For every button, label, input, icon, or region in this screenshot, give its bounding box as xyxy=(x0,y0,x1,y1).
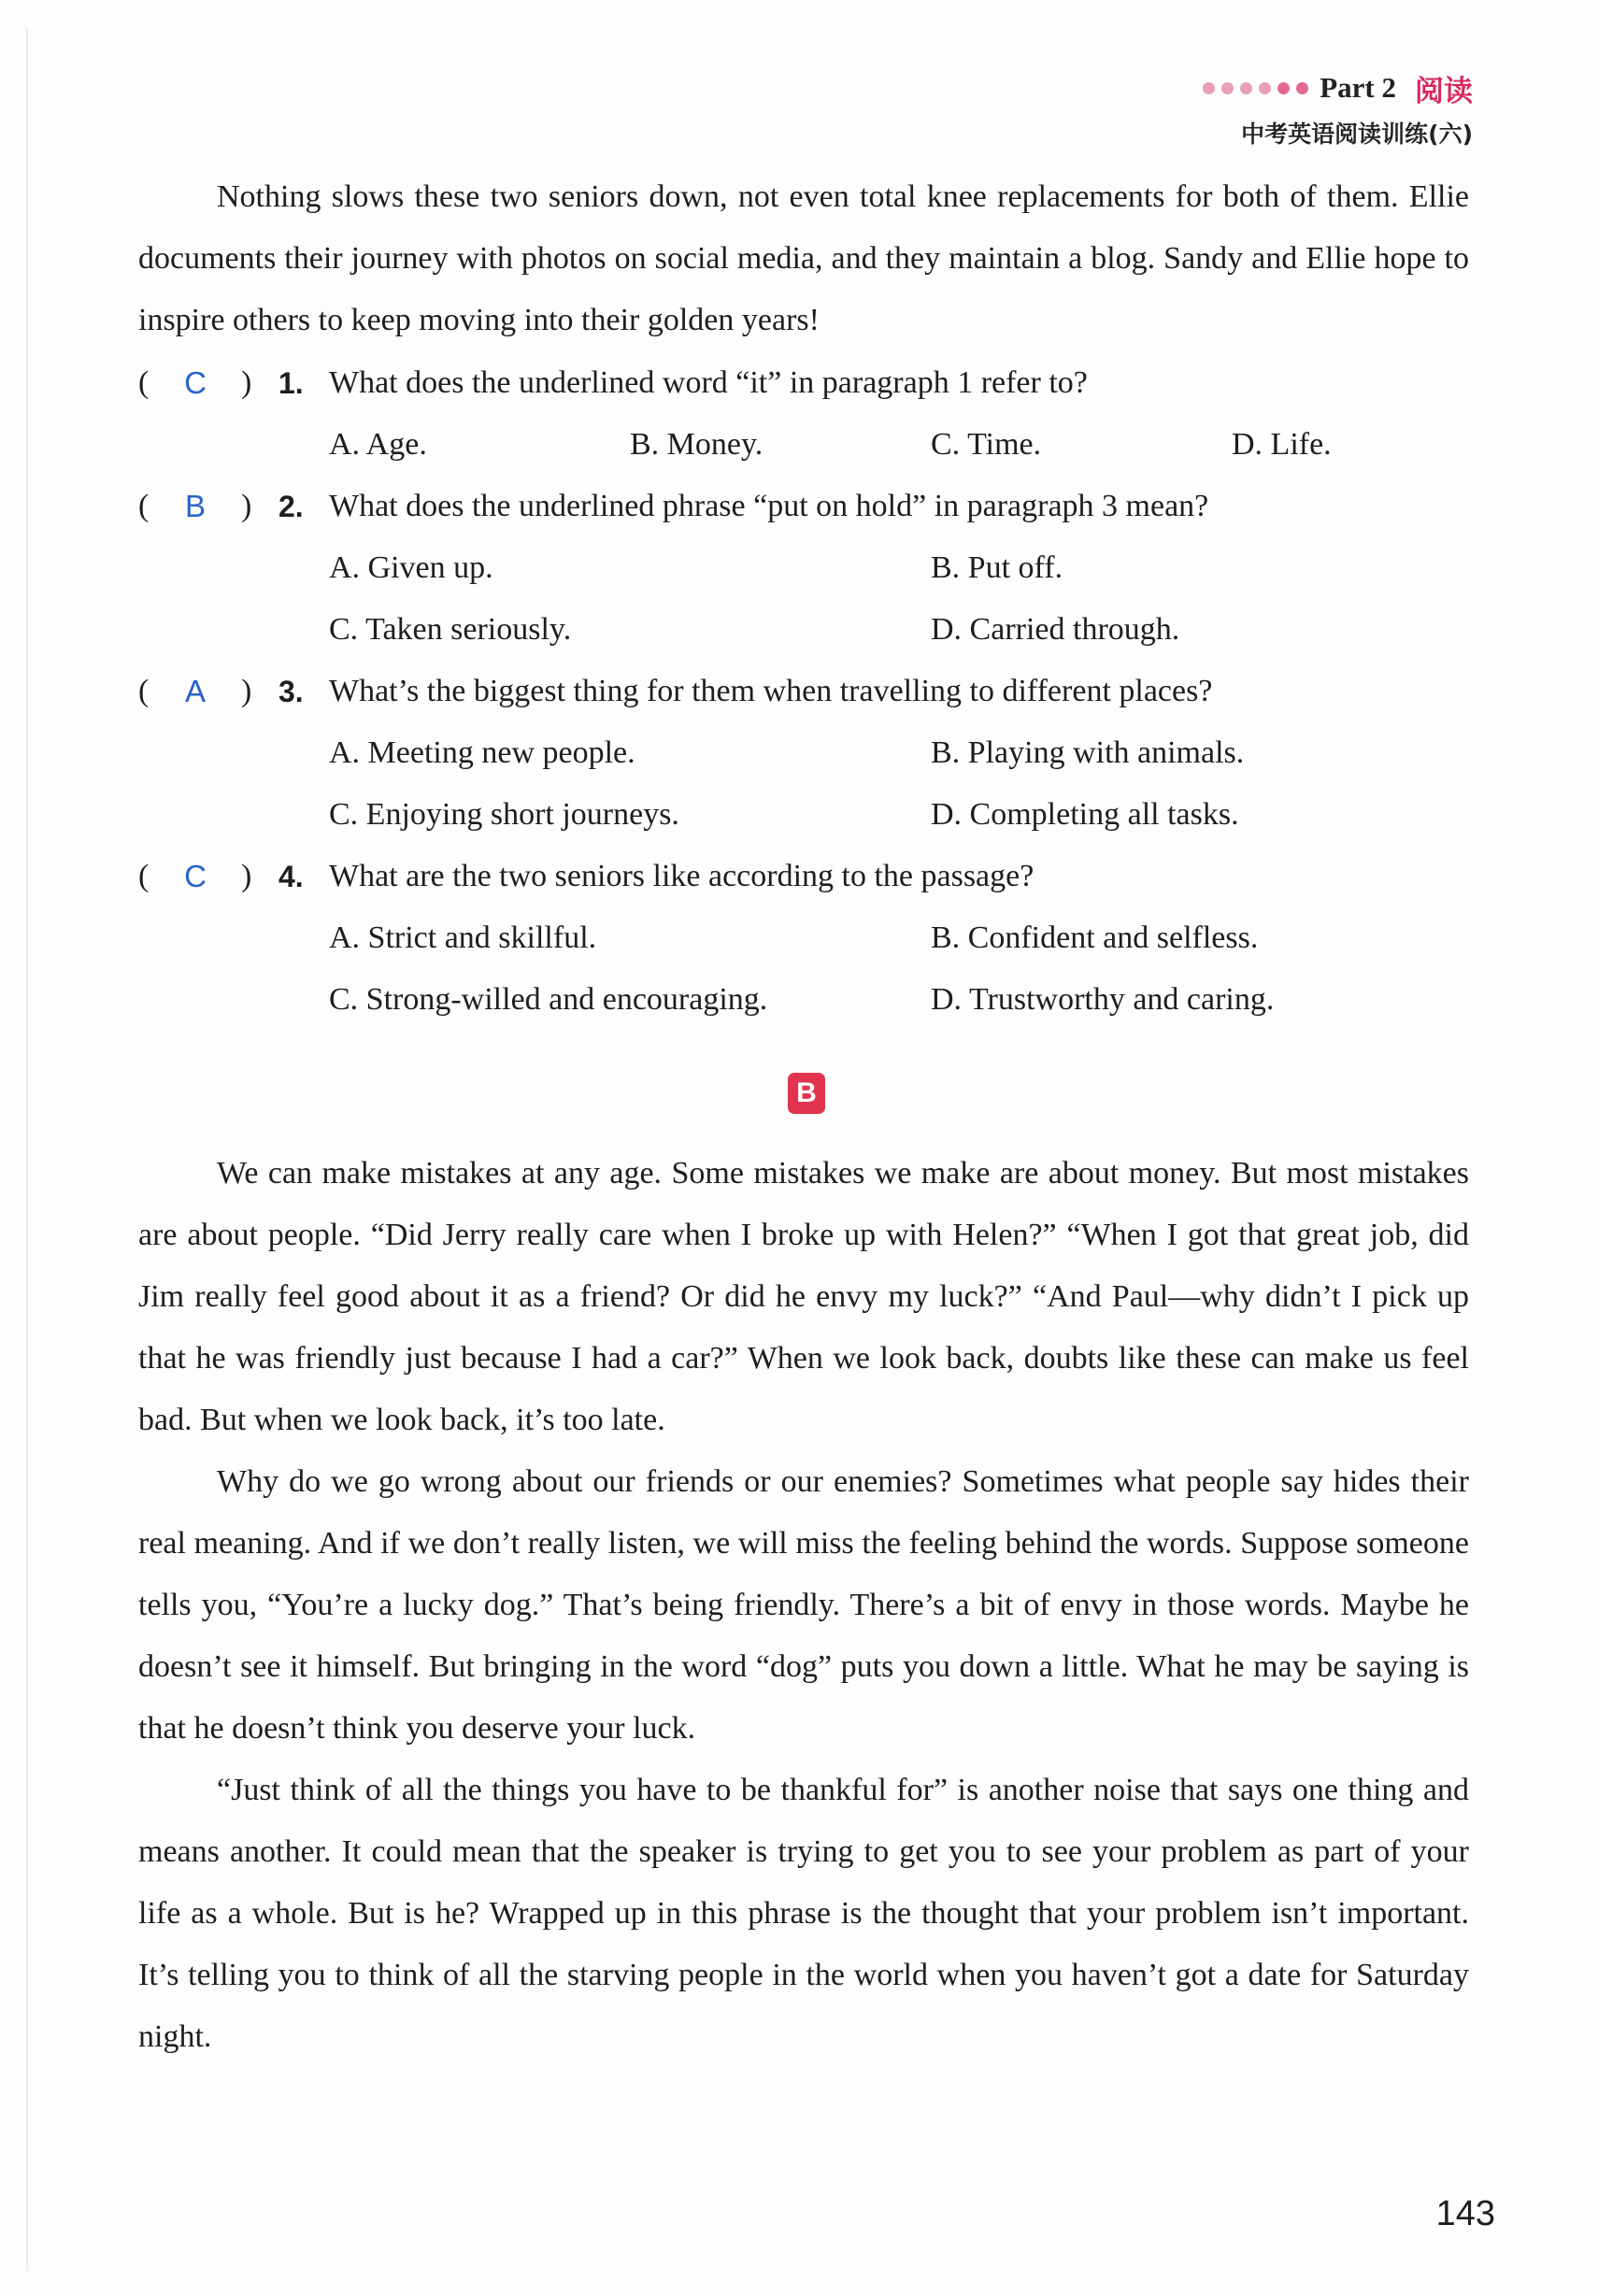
paragraph-text: We can make mistakes at any age. Some mistakes we make are about money. But most mistakes are about people. “Did Jerry really care when I broke up with Helen?” “When I got that great job, did Jim really feel good about it as a friend? Or did he envy my luck?” “And Paul—why didn’t I pick up that he was friendly just because I had a car?” When we look back, doubts like these can make us feel bad. But when we look back, it’s too late. xyxy=(138,1156,1469,1437)
option: C. Time. xyxy=(931,427,1042,462)
option: B. Money. xyxy=(630,427,763,462)
option: A. Meeting new people. xyxy=(329,735,635,770)
page-edge xyxy=(26,28,28,2271)
question-number: 1. xyxy=(278,366,304,400)
options-3a xyxy=(329,722,1469,784)
options-2b xyxy=(329,599,1469,661)
paragraph-text: “Just think of all the things you have to be thankful for” is another noise that says one thing and means another. It could mean that the speaker is trying to get you to see your problem as part of your life as a whole. But is he? Wrapped up in this phrase is the thought that your problem isn’t important. It’s telling you to think of all the starving people in the world when you haven’t got a date for Saturday night. xyxy=(138,1773,1469,2054)
option: C. Taken seriously. xyxy=(329,612,572,647)
answer-2: B xyxy=(184,489,206,523)
question-number: 2. xyxy=(278,490,304,523)
option: C. Strong-willed and encouraging. xyxy=(329,982,768,1017)
passage-b xyxy=(138,1143,1469,2068)
question-3: ( A ) 3. What’s the biggest thing for them when travelling to different places? xyxy=(138,661,1475,722)
option: A. Given up. xyxy=(329,550,493,585)
options-3b xyxy=(329,784,1469,846)
option: B. Confident and selfless. xyxy=(931,920,1259,955)
option: A. Age. xyxy=(329,427,427,462)
paragraph-text: Nothing slows these two seniors down, not even total knee replacements for both of them. Ellie documents their journey with photos on social media, and they maintain a blog. Sandy and Ellie hope to inspire others to keep moving into their golden years! xyxy=(138,179,1469,337)
options-4b xyxy=(329,969,1469,1031)
options-4a xyxy=(329,907,1469,969)
question-number: 3. xyxy=(278,675,304,708)
answer-1: C xyxy=(184,365,207,400)
paragraph-text: Why do we go wrong about our friends or our enemies? Sometimes what people say hides their real meaning. And if we don’t really listen, we will miss the feeling behind the words. Suppose someone tells you, “You’re a lucky dog.” That’s being friendly. There’s a bit of envy in those words. Maybe he doesn’t see it himself. But bringing in the word “dog” puts you down a little. What he may be saying is that he doesn’t think you deserve your luck. xyxy=(138,1464,1469,1746)
answer-3: A xyxy=(184,674,206,708)
running-header xyxy=(1203,67,1473,150)
option: A. Strict and skillful. xyxy=(329,920,597,955)
options-2a xyxy=(329,537,1469,599)
option: D. Life. xyxy=(1232,427,1332,462)
option: D. Carried through. xyxy=(931,612,1180,647)
question-1: ( C ) 1. What does the underlined word “it” in paragraph 1 refer to? xyxy=(138,352,1475,414)
page-number: 143 xyxy=(1435,2194,1495,2233)
question-stem: What’s the biggest thing for them when travelling to different places? xyxy=(329,674,1213,708)
decorative-dots xyxy=(1203,82,1308,94)
option: B. Playing with animals. xyxy=(931,735,1245,770)
option: B. Put off. xyxy=(931,550,1063,585)
question-stem: What does the underlined word “it” in paragraph 1 refer to? xyxy=(329,365,1088,400)
question-stem: What does the underlined phrase “put on hold” in paragraph 3 mean? xyxy=(329,489,1209,523)
question-stem: What are the two seniors like according to the passage? xyxy=(329,859,1034,893)
question-number: 4. xyxy=(278,860,304,893)
question-2: ( B ) 2. What does the underlined phrase “put on hold” in paragraph 3 mean? xyxy=(138,476,1475,537)
answer-4: C xyxy=(184,859,207,893)
question-4: ( C ) 4. What are the two seniors like according to the passage? xyxy=(138,846,1475,907)
part-label: Part 2 xyxy=(1320,71,1396,104)
option: D. Completing all tasks. xyxy=(931,797,1239,832)
passage-a-paragraph xyxy=(138,166,1469,351)
option: C. Enjoying short journeys. xyxy=(329,797,679,832)
option: D. Trustworthy and caring. xyxy=(931,982,1275,1017)
section-b-badge: B xyxy=(788,1073,825,1114)
book-subtitle: 中考英语阅读训练(六) xyxy=(1241,121,1473,148)
part-title-cn: 阅读 xyxy=(1415,74,1473,108)
options-1 xyxy=(329,414,1469,476)
